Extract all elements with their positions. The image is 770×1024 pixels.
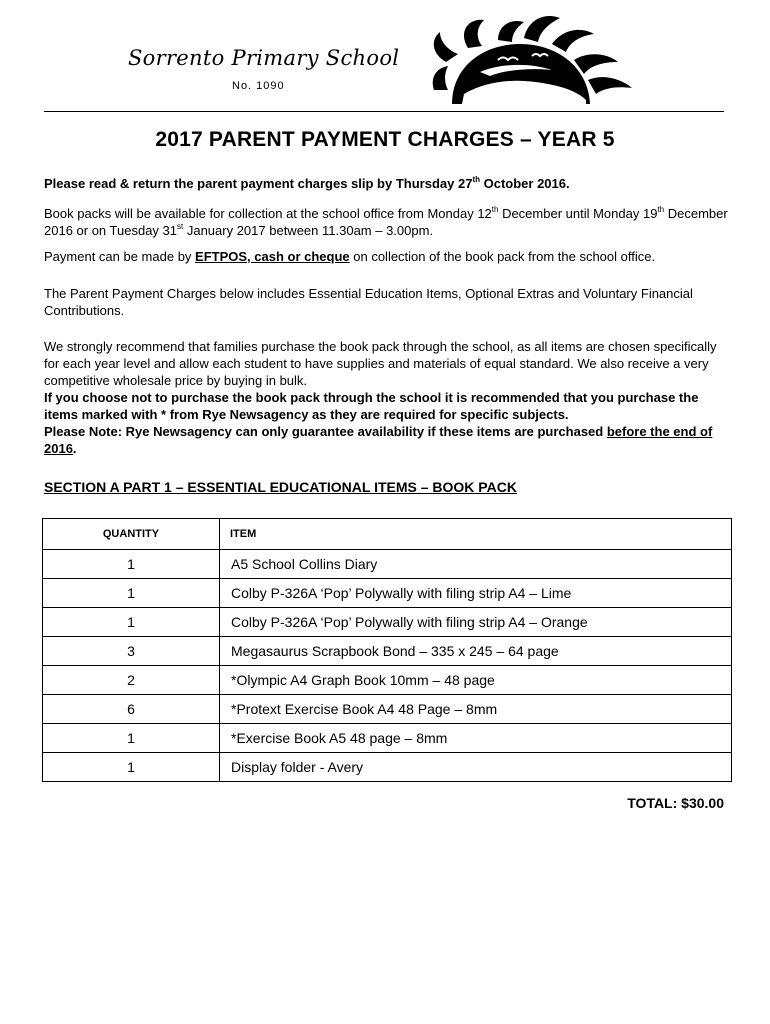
charges-info: The Parent Payment Charges below includes Essential Education Items, Optional Extras and Voluntary Financial Contributions.: [44, 286, 693, 318]
header-divider: [44, 111, 724, 112]
table-row: [43, 608, 732, 637]
row-quantity: 1: [43, 724, 220, 753]
table-row: [43, 550, 732, 579]
school-logo: [428, 14, 634, 108]
row-quantity: 6: [43, 695, 220, 724]
row-quantity: 3: [43, 637, 220, 666]
book-pack-table: [42, 518, 732, 782]
row-item: A5 School Collins Diary: [220, 550, 732, 579]
total-amount: TOTAL: $30.00: [627, 795, 724, 811]
row-quantity: 1: [43, 579, 220, 608]
recommendation-block: [44, 338, 730, 457]
rye-notice: If you choose not to purchase the book pack through the school it is recommended that you purchase the items marked with * from Rye Newsagency as they are required for specific subjects.: [44, 390, 699, 422]
table-row: [43, 753, 732, 782]
column-header-quantity: QUANTITY: [43, 519, 220, 550]
table-row: [43, 666, 732, 695]
table-row: [43, 637, 732, 666]
payment-methods: EFTPOS, cash or cheque: [195, 249, 350, 264]
table-row: [43, 695, 732, 724]
row-item: Display folder - Avery: [220, 753, 732, 782]
row-item: *Exercise Book A5 48 page – 8mm: [220, 724, 732, 753]
table-row: [43, 579, 732, 608]
school-name: Sorrento Primary School: [128, 46, 400, 70]
payment-info: Payment can be made by EFTPOS, cash or cheque on collection of the book pack from the school office.: [44, 249, 656, 264]
row-quantity: 2: [43, 666, 220, 695]
row-item: *Protext Exercise Book A4 48 Page – 8mm: [220, 695, 732, 724]
school-number: No. 1090: [232, 80, 285, 92]
row-item: Megasaurus Scrapbook Bond – 335 x 245 – 64 page: [220, 637, 732, 666]
row-item: Colby P-326A ‘Pop’ Polywally with filing strip A4 – Lime: [220, 579, 732, 608]
section-heading: SECTION A PART 1 – ESSENTIAL EDUCATIONAL ITEMS – BOOK PACK: [44, 479, 517, 495]
collection-info: Book packs will be available for collection at the school office from Monday 12th December until Monday 19th December 2016 or on Tuesday 31st January 2017 between 11.30am – 3.00pm.: [44, 205, 728, 238]
page-title: 2017 PARENT PAYMENT CHARGES – YEAR 5: [155, 128, 615, 151]
row-quantity: 1: [43, 608, 220, 637]
return-notice: Please read & return the parent payment charges slip by Thursday 27th October 2016.: [44, 175, 570, 191]
table-header-row: [43, 519, 732, 550]
row-quantity: 1: [43, 753, 220, 782]
recommend-paragraph: We strongly recommend that families purchase the book pack through the school, as all items are chosen specifically for each year level and allow each student to have supplies and materials of equal standard. We also receive a very competitive wholesale price by buying in bulk.: [44, 339, 717, 388]
row-item: Colby P-326A ‘Pop’ Polywally with filing strip A4 – Orange: [220, 608, 732, 637]
table-row: [43, 724, 732, 753]
row-quantity: 1: [43, 550, 220, 579]
row-item: *Olympic A4 Graph Book 10mm – 48 page: [220, 666, 732, 695]
availability-note: Please Note: Rye Newsagency can only guarantee availability if these items are purchased before the end of 2016.: [44, 424, 713, 456]
column-header-item: ITEM: [220, 519, 732, 550]
